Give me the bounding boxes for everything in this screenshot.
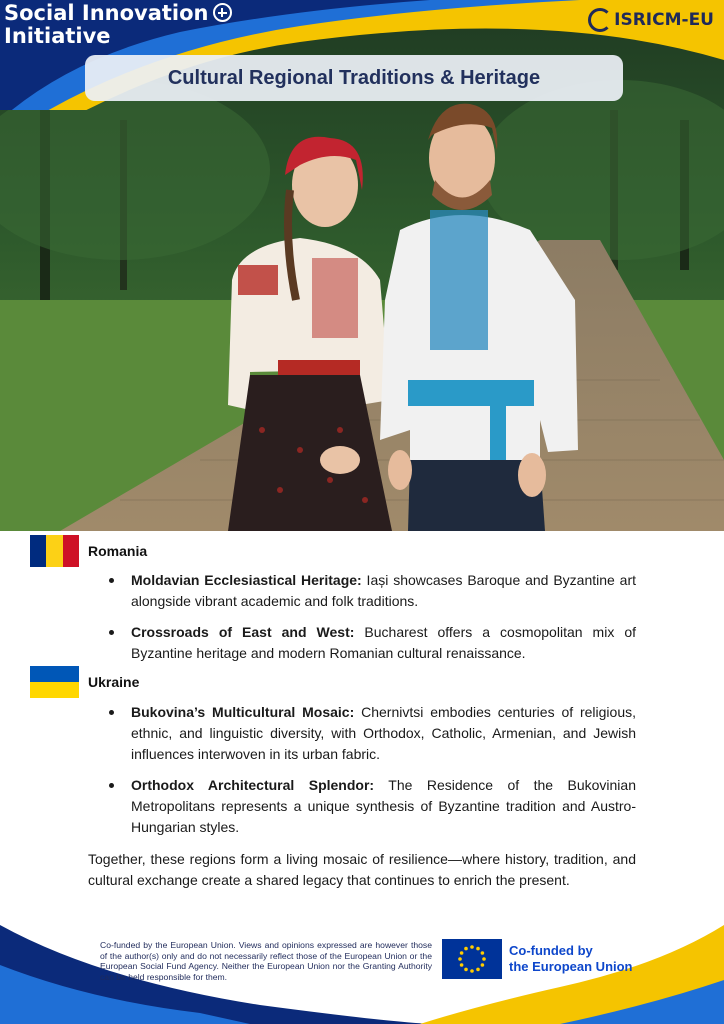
list-item	[109, 702, 636, 765]
item-text: Bucharest offers a cosmopolitan mix of Byzantine heritage and modern Romanian cultural renaissance.	[131, 624, 637, 661]
country-name: Romania	[88, 543, 148, 559]
content	[0, 531, 724, 931]
item-title: Bukovina’s Multicultural Mosaic:	[131, 704, 355, 720]
page-title-text: Cultural Regional Traditions & Heritage	[167, 66, 541, 89]
brand-line-1: Social Innovation	[4, 1, 209, 25]
partner-name: ISRICM-EU	[614, 10, 714, 30]
item-text: Iași showcases Baroque and Byzantine art alongside vibrant academic and folk traditions.	[131, 572, 636, 609]
romania-flag-icon	[30, 535, 79, 567]
item-text: The Residence of the Bukovinian Metropolitans represents a unique synthesis of Byzantine tradition and Austro-Hungarian styles.	[131, 777, 636, 835]
item-title: Orthodox Architectural Splendor:	[131, 777, 375, 793]
partner-logo	[588, 8, 714, 32]
item-text: Chernivtsi embodies centuries of religious, ethnic, and linguistic diversity, with Orthodox, Catholic, Armenian, and Jewish influences interwoven in its urban fabric.	[131, 704, 637, 762]
eu-flag-icon	[442, 939, 502, 979]
summary-paragraph: Together, these regions form a living mosaic of resilience—where history, tradition, and cultural exchange create a shared legacy that continues to enrich the present.	[88, 851, 636, 888]
list-item	[109, 570, 636, 612]
section-romania	[30, 535, 147, 567]
list-item	[109, 775, 636, 838]
page-title	[85, 55, 623, 101]
romania-list	[109, 570, 636, 664]
brand-title	[4, 2, 264, 48]
eu-disclaimer: Co-funded by the European Union. Views and opinions expressed are however those of the author(s) only and do not necessarily reflect those of the European Union or the European Social Fund Agency. Neither the European Union nor the Granting Authority can be held responsible for them.	[100, 940, 432, 982]
plus-circle-icon	[213, 3, 232, 22]
item-title: Moldavian Ecclesiastical Heritage:	[131, 572, 362, 588]
country-name: Ukraine	[88, 674, 140, 690]
eu-label-line-1: Co-funded by	[509, 943, 593, 958]
item-title: Crossroads of East and West:	[131, 624, 355, 640]
section-ukraine	[30, 666, 139, 698]
eu-label-line-2: the European Union	[509, 959, 633, 974]
footer	[0, 925, 724, 1024]
brand-line-2: Initiative	[4, 24, 111, 48]
eu-cofunded-label	[509, 943, 669, 975]
list-item	[109, 622, 636, 664]
partner-logo-icon	[588, 8, 612, 32]
ukraine-flag-icon	[30, 666, 79, 698]
ukraine-list	[109, 702, 636, 838]
